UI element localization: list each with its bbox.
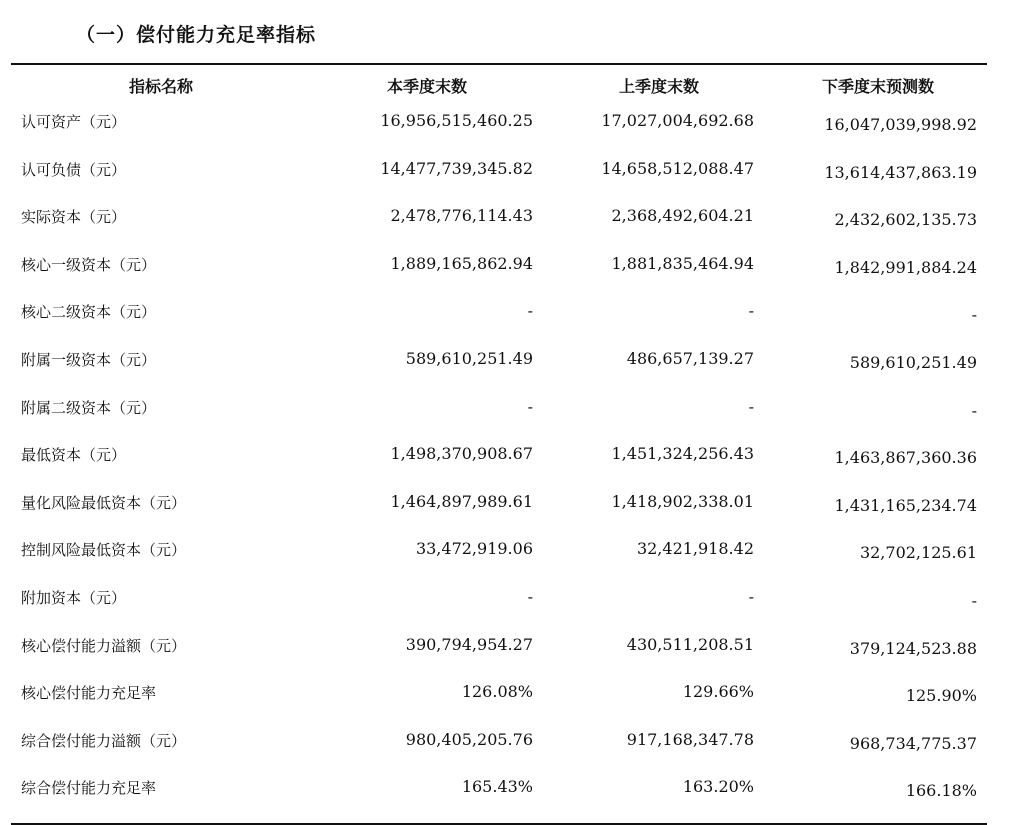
current-value: -	[527, 586, 533, 606]
indicator-name: 综合偿付能力溢额（元）	[21, 731, 187, 750]
table-row	[11, 343, 987, 391]
forecast-value: 968,734,775.37	[849, 733, 977, 753]
current-value: 165.43%	[461, 777, 533, 797]
previous-value: 17,027,004,692.68	[601, 111, 754, 130]
previous-value: 2,368,492,604.21	[611, 206, 754, 226]
forecast-value: 379,124,523.88	[849, 638, 977, 658]
previous-value: 32,421,918.42	[636, 539, 754, 559]
previous-value: -	[748, 586, 754, 606]
current-value: 1,889,165,862.94	[390, 253, 533, 273]
table-body	[11, 105, 987, 819]
header-next-quarter-forecast: 下季度末预测数	[822, 76, 935, 96]
forecast-value: 589,610,251.49	[849, 352, 977, 372]
forecast-value: 16,047,039,998.92	[824, 115, 977, 134]
previous-value: 486,657,139.27	[626, 348, 754, 368]
forecast-value: 32,702,125.61	[859, 543, 977, 563]
table-row	[11, 438, 987, 486]
forecast-value: 125.90%	[905, 686, 977, 706]
previous-value: -	[748, 396, 754, 416]
indicator-name: 附属一级资本（元）	[21, 350, 157, 369]
current-value: 390,794,954.27	[405, 634, 533, 654]
header-current-quarter: 本季度末数	[387, 76, 468, 96]
forecast-value: 1,463,867,360.36	[834, 448, 977, 468]
indicator-name: 核心偿付能力溢额（元）	[21, 636, 187, 655]
header-previous-quarter: 上季度末数	[619, 76, 700, 96]
solvency-indicator-table	[11, 65, 987, 819]
forecast-value: 2,432,602,135.73	[834, 210, 977, 230]
solvency-table-container	[11, 63, 987, 825]
indicator-name: 认可负债（元）	[21, 160, 127, 179]
header-indicator-name: 指标名称	[129, 76, 194, 96]
current-value: 980,405,205.76	[405, 729, 533, 749]
previous-value: 1,418,902,338.01	[611, 491, 754, 511]
current-value: 126.08%	[461, 682, 533, 702]
indicator-name: 附加资本（元）	[21, 588, 127, 607]
indicator-name: 附属二级资本（元）	[21, 398, 157, 417]
previous-value: 163.20%	[682, 777, 754, 797]
indicator-name: 量化风险最低资本（元）	[21, 493, 187, 512]
table-row	[11, 248, 987, 296]
current-value: 1,464,897,989.61	[390, 491, 533, 511]
indicator-name: 核心偿付能力充足率	[21, 684, 157, 703]
indicator-name: 控制风险最低资本（元）	[21, 541, 187, 560]
current-value: 1,498,370,908.67	[390, 444, 533, 464]
forecast-value: 13,614,437,863.19	[824, 162, 977, 182]
table-row	[11, 724, 987, 772]
current-value: 589,610,251.49	[405, 348, 533, 368]
indicator-name: 核心二级资本（元）	[21, 303, 157, 322]
forecast-value: -	[971, 590, 977, 610]
section-title: （一）偿付能力充足率指标	[76, 24, 317, 46]
table-row	[11, 391, 987, 439]
header-row	[11, 65, 987, 105]
forecast-value: 1,431,165,234.74	[834, 495, 977, 515]
table-row	[11, 581, 987, 629]
table-row	[11, 486, 987, 534]
indicator-name: 综合偿付能力充足率	[21, 779, 157, 798]
current-value: 14,477,739,345.82	[380, 158, 533, 178]
indicator-name: 核心一级资本（元）	[21, 255, 157, 274]
table-row	[11, 676, 987, 724]
current-value: 2,478,776,114.43	[390, 206, 533, 226]
previous-value: 917,168,347.78	[626, 729, 754, 749]
current-value: -	[527, 396, 533, 416]
forecast-value: 166.18%	[905, 781, 977, 801]
table-row	[11, 533, 987, 581]
previous-value: -	[748, 301, 754, 321]
previous-value: 129.66%	[682, 682, 754, 702]
previous-value: 14,658,512,088.47	[601, 158, 754, 178]
forecast-value: -	[971, 305, 977, 325]
indicator-name: 最低资本（元）	[21, 446, 127, 465]
current-value: 16,956,515,460.25	[380, 111, 533, 130]
previous-value: 1,881,835,464.94	[611, 253, 754, 273]
table-row	[11, 105, 987, 153]
previous-value: 430,511,208.51	[626, 634, 754, 654]
indicator-name: 实际资本（元）	[21, 208, 127, 227]
table-row	[11, 200, 987, 248]
current-value: 33,472,919.06	[415, 539, 533, 559]
table-row	[11, 629, 987, 677]
table-row	[11, 153, 987, 201]
forecast-value: -	[971, 400, 977, 420]
forecast-value: 1,842,991,884.24	[834, 257, 977, 277]
table-header	[11, 65, 987, 105]
current-value: -	[527, 301, 533, 321]
indicator-name: 认可资产（元）	[21, 113, 127, 131]
previous-value: 1,451,324,256.43	[611, 444, 754, 464]
table-row	[11, 295, 987, 343]
table-row	[11, 771, 987, 819]
